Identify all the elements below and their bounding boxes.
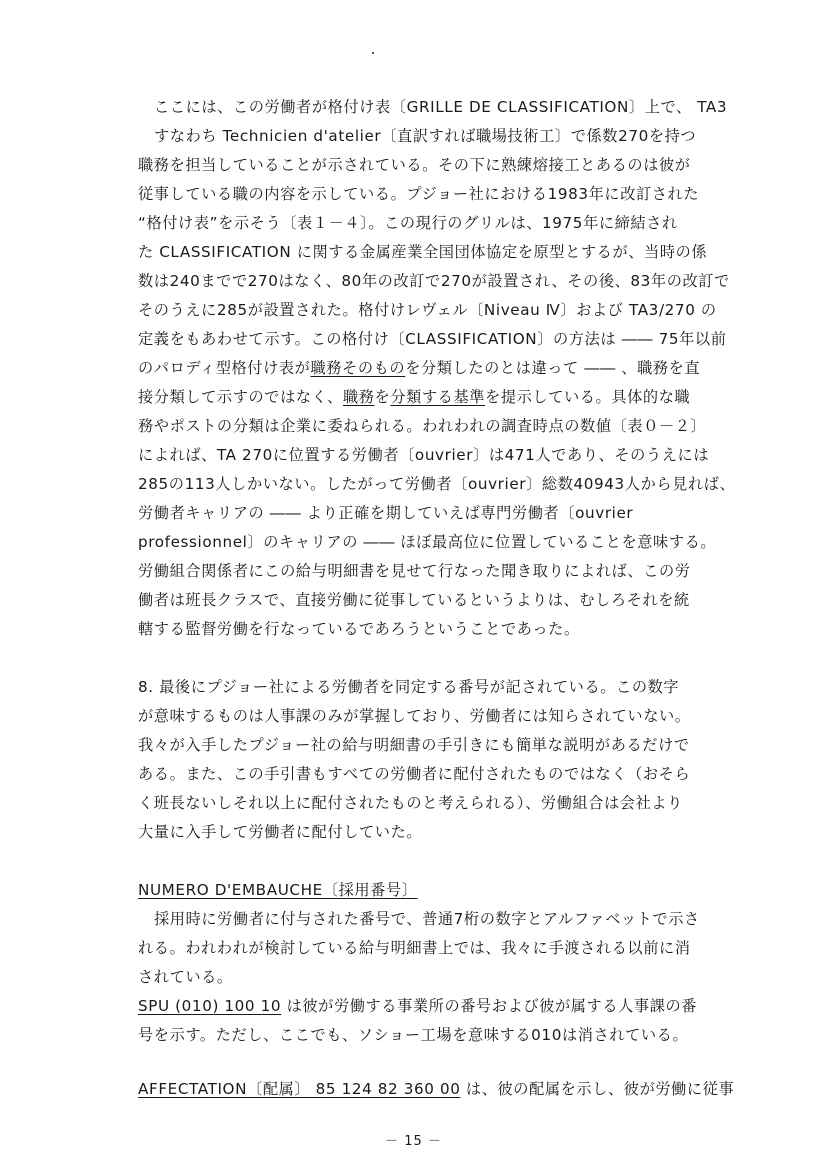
text-segment: は、彼の配属を示し、彼が労働に従事 xyxy=(460,1080,735,1098)
text-line: 定義をもあわせて示す。この格付け〔CLASSIFICATION〕の方法は ―― 75年以前 xyxy=(138,330,727,348)
text-line: が意味するものは人事課のみが掌握しており、労働者には知らされていない。 xyxy=(138,707,691,725)
text-line: 職務を担当していることが示されている。その下に熟練熔接工とあるのは彼が xyxy=(138,156,691,174)
text-segment: を分類したのとは違って ―― 、職務を直 xyxy=(405,359,701,377)
text-line: 従事している職の内容を示している。プジョー社における1983年に改訂された xyxy=(138,185,700,203)
text-line: 285の113人しかいない。したがって労働者〔ouvrier〕総数40943人から見れば、 xyxy=(138,475,736,493)
text-line: 8. 最後にプジョー社による労働者を同定する番号が記されている。この数字 xyxy=(138,678,680,696)
text-line: 大量に入手して労働者に配付していた。 xyxy=(138,823,423,841)
text-segment: のパロディ型格付け表が xyxy=(138,359,311,377)
scan-speck xyxy=(372,52,374,54)
text-line: 号を示す。ただし、ここでも、ソショー工場を意味する010は消されている。 xyxy=(138,1026,689,1044)
text-segment: を提示している。具体的な職 xyxy=(485,388,691,406)
text-line: 我々が入手したプジョー社の給与明細書の手引きにも簡単な説明があるだけで xyxy=(138,736,690,754)
text-line: 労働組合関係者にこの給与明細書を見せて行なった聞き取りによれば、この労 xyxy=(138,562,691,580)
text-line: ある。また、この手引書もすべての労働者に配付されたものではなく（おそら xyxy=(138,765,691,783)
text-line xyxy=(138,358,778,378)
text-line xyxy=(138,387,778,407)
text-segment: 接分類して示すのではなく、 xyxy=(138,388,343,406)
text-line: 採用時に労働者に付与された番号で、普通7桁の数字とアルファベットで示さ xyxy=(154,910,700,928)
code-label: SPU (010) 100 10 xyxy=(138,997,282,1015)
text-line: すなわち Technicien d'atelier〔直訳すれば職場技術工〕で係数270を持つ xyxy=(154,127,697,145)
text-line: く班長ないしそれ以上に配付されたものと考えられる）、労働組合は会社より xyxy=(138,794,683,812)
text-line: 労働者キャリアの ―― より正確を期していえば専門労働者〔ouvrier xyxy=(138,504,634,522)
text-line: 務やポストの分類は企業に委ねられる。われわれの調査時点の数値〔表０－２〕 xyxy=(138,417,707,435)
text-segment: は彼が労働する事業所の番号および彼が属する人事課の番 xyxy=(281,997,698,1015)
text-line: “格付け表”を示そう〔表１－４〕。この現行のグリルは、1975年に締結され xyxy=(138,214,678,232)
page-number: － 15 － xyxy=(385,1134,442,1149)
underlined-text: 職務 xyxy=(342,388,375,406)
section-heading: NUMERO D'EMBAUCHE〔採用番号〕 xyxy=(138,881,418,899)
text-line: 働者は班長クラスで、直接労働に従事しているというよりは、むしろそれを統 xyxy=(138,591,690,609)
text-line: によれば、TA 270に位置する労働者〔ouvrier〕は471人であり、そのうえには xyxy=(138,446,710,464)
text-line: 轄する監督労働を行なっているであろうということであった。 xyxy=(138,620,580,638)
code-label: AFFECTATION〔配属〕 85 124 82 360 00 xyxy=(138,1080,461,1098)
underlined-text: 職務そのもの xyxy=(310,359,406,377)
text-segment: を xyxy=(374,388,391,406)
text-line: されている。 xyxy=(138,968,233,986)
text-line: ここには、この労働者が格付け表〔GRILLE DE CLASSIFICATION〕上で、 TA3 xyxy=(154,98,728,116)
text-line xyxy=(138,1079,778,1099)
text-line xyxy=(138,996,778,1016)
text-line: 数は240までで270はなく、80年の改訂で270が設置され、その後、83年の改訂で xyxy=(138,272,730,290)
text-line: そのうえに285が設置された。格付けレヴェル〔Niveau Ⅳ〕および TA3/270 の xyxy=(138,301,717,319)
underlined-text: 分類する基準 xyxy=(390,388,486,406)
text-line: た CLASSIFICATION に関する金属産業全国団体協定を原型とするが、当時の係 xyxy=(138,243,708,261)
text-line: professionnel〕のキャリアの ―― ほぼ最高位に位置していることを意味する。 xyxy=(138,533,717,551)
text-line: れる。われわれが検討している給与明細書上では、我々に手渡される以前に消 xyxy=(138,939,691,957)
